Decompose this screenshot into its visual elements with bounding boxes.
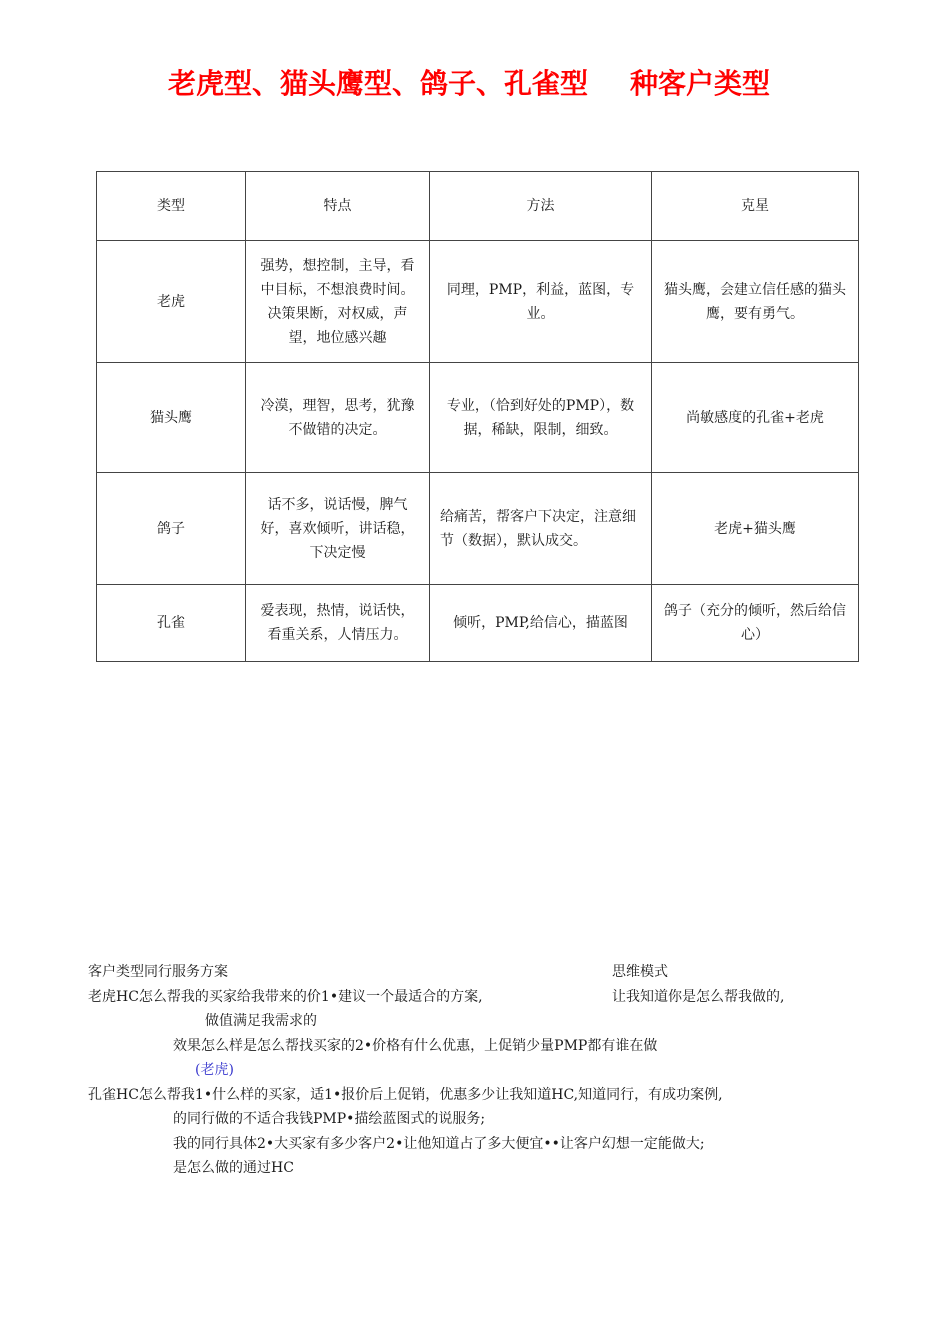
cell-type: 鸽子 — [97, 473, 246, 585]
cell-methods: 专业，（恰到好处的PMP），数据，稀缺，限制，细致。 — [430, 363, 652, 473]
header-type: 类型 — [97, 172, 246, 241]
tiger-thinking: 让我知道你是怎么帮我做的, — [612, 989, 785, 1005]
header-traits: 特点 — [246, 172, 430, 241]
cell-methods: 同理，PMP，利益，蓝图，专业。 — [430, 241, 652, 363]
tiger-tag: (老虎) — [195, 1062, 234, 1078]
table-row — [97, 363, 859, 473]
cell-nemesis: 鸽子（充分的倾听，然后给信心） — [652, 585, 859, 662]
cell-nemesis: 老虎+猫头鹰 — [652, 473, 859, 585]
cell-traits: 强势，想控制，主导，看中目标，不想浪费时间。决策果断，对权威，声望，地位感兴趣 — [246, 241, 430, 363]
peacock-line-3: 我的同行具体2•大买家有多少客户2•让他知道占了多大便宜••让客户幻想一定能做大; — [173, 1136, 705, 1152]
tiger-line-3: 效果怎么样是怎么帮找买家的2•价格有什么优惠，上促销少量PMP都有谁在做 — [173, 1038, 658, 1054]
header-nemesis: 克星 — [652, 172, 859, 241]
cell-type: 孔雀 — [97, 585, 246, 662]
thinking-mode-heading: 思维模式 — [612, 964, 668, 980]
cell-traits: 话不多，说话慢，脾气好，喜欢倾听，讲话稳，下决定慢 — [246, 473, 430, 585]
table-row — [97, 241, 859, 363]
title-right: 种客户类型 — [630, 67, 771, 100]
peacock-line-2: 的同行做的不适合我钱PMP•描绘蓝图式的说服务; — [173, 1111, 486, 1127]
cell-methods: 倾听，PMP,给信心，描蓝图 — [430, 585, 652, 662]
table-row — [97, 473, 859, 585]
peacock-line-4: 是怎么做的通过HC — [173, 1160, 294, 1176]
table-row — [97, 585, 859, 662]
customer-type-table — [96, 171, 859, 662]
cell-methods: 给痛苦，帮客户下决定，注意细节（数据），默认成交。 — [430, 473, 652, 585]
table-header-row — [97, 172, 859, 241]
plan-heading: 客户类型同行服务方案 — [88, 964, 228, 980]
peacock-line-1: 孔雀HC怎么帮我1•什么样的买家，适1•报价后上促销，优惠多少让我知道HC,知道同行，有成功案例, — [88, 1087, 723, 1103]
tiger-line-2: 做值满足我需求的 — [205, 1013, 317, 1029]
tiger-line-1: 老虎HC怎么帮我的买家给我带来的价1•建议一个最适合的方案, — [88, 989, 483, 1005]
header-methods: 方法 — [430, 172, 652, 241]
title-left: 老虎型、猫头鹰型、鸽子、孔雀型 — [168, 67, 589, 100]
cell-traits: 爱表现，热情，说话快，看重关系，人情压力。 — [246, 585, 430, 662]
cell-type: 猫头鹰 — [97, 363, 246, 473]
cell-nemesis: 尚敏感度的孔雀+老虎 — [652, 363, 859, 473]
cell-type: 老虎 — [97, 241, 246, 363]
cell-traits: 冷漠，理智，思考，犹豫不做错的决定。 — [246, 363, 430, 473]
cell-nemesis: 猫头鹰，会建立信任感的猫头鹰，要有勇气。 — [652, 241, 859, 363]
